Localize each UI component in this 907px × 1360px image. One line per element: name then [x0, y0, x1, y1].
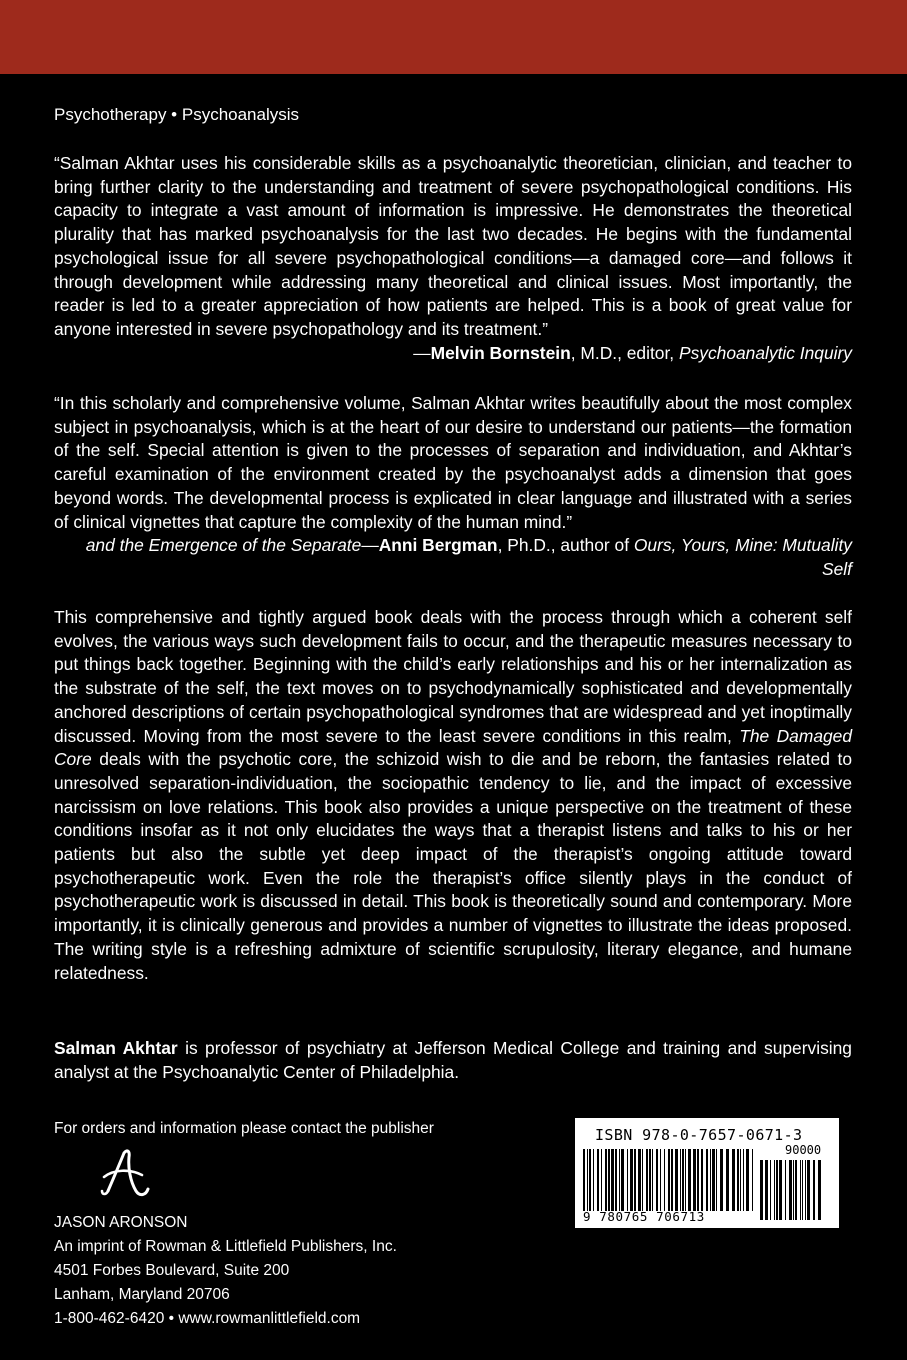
addon-number: 90000 [785, 1143, 822, 1157]
barcode-bar [712, 1149, 715, 1211]
barcode-bar [621, 1149, 624, 1211]
barcode-bar [740, 1149, 741, 1211]
barcode-bar [638, 1149, 641, 1211]
description-part-1: This comprehensive and tightly argued book deals with the process through which a coherent self evolves, the various ways such development fails to occur, and the therapeutic measures necessary to put things back together. Beginning with the child’s early relationships and his or her internalization as the substrate of the self, the text moves on to psychodynamically sophisticated and developmentally anchored descriptions of certain psychopathological syndromes that are widespread and yet inoptimally discussed. Moving from the most severe to the least severe conditions in this realm, [54, 607, 852, 746]
endorser-book-line-2: and the Emergence of the Separate Self [85, 535, 852, 579]
barcode-bar [649, 1149, 651, 1211]
barcode-bar [726, 1149, 729, 1211]
book-title: The Damaged Core [54, 725, 853, 770]
ean-number: 9 780765 706713 [583, 1209, 705, 1224]
barcode-bar [706, 1149, 708, 1211]
barcode-bar [779, 1160, 782, 1220]
barcode-bar [693, 1149, 696, 1211]
barcode-bar [597, 1149, 599, 1211]
endorser-book-line-1: Ours, Yours, Mine: Mutuality [633, 535, 852, 556]
quote-attribution [361, 534, 852, 558]
barcode-bar [770, 1160, 771, 1220]
attribution-dash: — [361, 535, 379, 556]
description-part-2: deals with the psychotic core, the schizoid wish to die and be reborn, the fantasies related to unresolved separation-individuation, the sociopathic tendency to lie, and the impact of excessive narcissism on love relations. This book also provides a unique perspective on the treatment of these conditions insofar as it not only elucidates the ways that a therapist listens and talks to his or her patients but also the subtle yet deep impact of the therapist’s ongoing attitude toward psychotherapeutic work. Even the role the therapist’s office silently plays in the conduct of psychotherapeutic work is discussed in detail. This book is theoretically sound and contemporary. More importantly, it is clinically generous and provides a number of vignettes to illustrate the ideas proposed. The writing style is a refreshing admixture of scientific scrupulosity, literary elegance, and humane relatedness. [54, 749, 852, 983]
endorser-name: Melvin Bornstein [430, 342, 571, 363]
publisher-address-1: 4501 Forbes Boulevard, Suite 200 [54, 1262, 290, 1279]
barcode-bar [601, 1149, 602, 1211]
barcode-bar [710, 1149, 711, 1211]
barcode-bar [795, 1160, 797, 1220]
barcode-bar [685, 1149, 686, 1211]
barcode-bar [818, 1160, 821, 1220]
endorser-credential: , Ph.D., author of [497, 535, 634, 556]
quote-text: “Salman Akhtar uses his considerable skills as a psychoanalytic theoretician, clinician, and teacher to bring further clarity to the understanding and treatment of severe psychopathological conditions. His capacity to integrate a vast amount of information is impressive. He demonstrates the theoretical plurality that has marked psychoanalysis for the last two decades. He begins with the fundamental psychological issue for all severe psychopathological conditions—a damaged core—and follows it through development while addressing many theoretical and clinical issues. Most importantly, the reader is led to a greater appreciation of how patients are helped. This is a book of great value for anyone interested in severe psychopathology and its treatment.” [54, 153, 852, 339]
barcode-bar [746, 1149, 749, 1211]
author-bio-text: is professor of psychiatry at Jefferson Medical College and training and supervising analyst at the Psychoanalytic Center of Philadelphia. [54, 1038, 852, 1082]
attribution-dash: — [413, 342, 431, 363]
barcode-bar [720, 1149, 723, 1211]
barcode-bar [732, 1149, 735, 1211]
barcode-bar [593, 1149, 594, 1211]
barcode-bar [800, 1160, 801, 1220]
barcode-bar [805, 1160, 806, 1220]
publisher-info [54, 1211, 397, 1331]
barcode-bar [675, 1149, 678, 1211]
barcode-bar [716, 1149, 717, 1211]
barcode-bar [630, 1149, 633, 1211]
endorser-name: Anni Bergman [378, 535, 498, 556]
addon-barcode-bars [760, 1160, 825, 1220]
endorsement-quote-2 [54, 392, 852, 582]
subject-categories: Psychotherapy • Psychoanalysis [54, 105, 300, 124]
barcode-bar [660, 1149, 661, 1211]
barcode-bar [785, 1160, 786, 1220]
barcode-bar [682, 1149, 684, 1211]
barcode-bar [776, 1160, 778, 1220]
barcode-bar [697, 1149, 699, 1211]
barcode-bar [737, 1149, 739, 1211]
barcode-bar [627, 1149, 628, 1211]
barcode-bar [646, 1149, 648, 1211]
barcode-bar [642, 1149, 643, 1211]
barcode-bar [664, 1149, 665, 1211]
barcode-bar [752, 1149, 753, 1211]
book-description [54, 606, 852, 985]
publisher-name: JASON ARONSON [54, 1214, 188, 1231]
barcode-bar [611, 1149, 614, 1211]
barcode-bar [774, 1160, 775, 1220]
barcode-bar [615, 1149, 617, 1211]
barcode-bar [589, 1149, 591, 1211]
barcode-bar [760, 1160, 763, 1220]
publisher-address-2: Lanham, Maryland 20706 [54, 1286, 230, 1303]
publisher-imprint: An imprint of Rowman & Littlefield Publishers, Inc. [54, 1238, 397, 1255]
barcode-bar [793, 1160, 794, 1220]
barcode-bar [608, 1149, 610, 1211]
publisher-contact: 1-800-462-6420 • www.rowmanlittlefield.com [54, 1310, 361, 1327]
barcode-bar [671, 1149, 673, 1211]
barcode-bar [652, 1149, 653, 1211]
barcode-bar [802, 1160, 803, 1220]
barcode-bar [587, 1149, 588, 1211]
quote-text: “In this scholarly and comprehensive volume, Salman Akhtar writes beautifully about the most complex subject in psychoanalysis, which is at the heart of our desire to understand our patients—the formation of the self. Special attention is given to the processes of separation and individuation, and Akhtar’s careful examination of the environment created by the psychoanalyst adds a dimension that goes beyond words. The developmental process is explicated in clear language and illustrated with a series of clinical vignettes that capture the complexity of the human mind.” [54, 393, 852, 532]
top-color-band [0, 0, 907, 74]
author-bio [54, 1037, 852, 1084]
barcode-bar [668, 1149, 670, 1211]
barcode-bar [634, 1149, 636, 1211]
barcode-bar [701, 1149, 703, 1211]
isbn-text: ISBN 978-0-7657-0671-3 [595, 1126, 803, 1144]
barcode-bar [765, 1160, 768, 1220]
isbn-barcode [575, 1118, 839, 1228]
barcode-bar [619, 1149, 620, 1211]
barcode-bar [813, 1160, 815, 1220]
ean-barcode-bars [583, 1149, 755, 1211]
barcode-bar [789, 1160, 792, 1220]
author-name: Salman Akhtar [54, 1038, 178, 1058]
endorsement-quote-1 [54, 152, 852, 365]
barcode-bar [656, 1149, 658, 1211]
barcode-bar [743, 1149, 744, 1211]
barcode-bar [605, 1149, 607, 1211]
barcode-bar [807, 1160, 810, 1220]
orders-line: For orders and information please contact the publisher [54, 1120, 434, 1137]
quote-attribution [413, 342, 852, 366]
barcode-bar [680, 1149, 681, 1211]
endorser-credential: , M.D., editor, [570, 342, 679, 363]
barcode-bar [583, 1149, 585, 1211]
endorser-publication: Psychoanalytic Inquiry [678, 342, 852, 363]
barcode-bar [688, 1149, 691, 1211]
publisher-logo [100, 1147, 150, 1201]
